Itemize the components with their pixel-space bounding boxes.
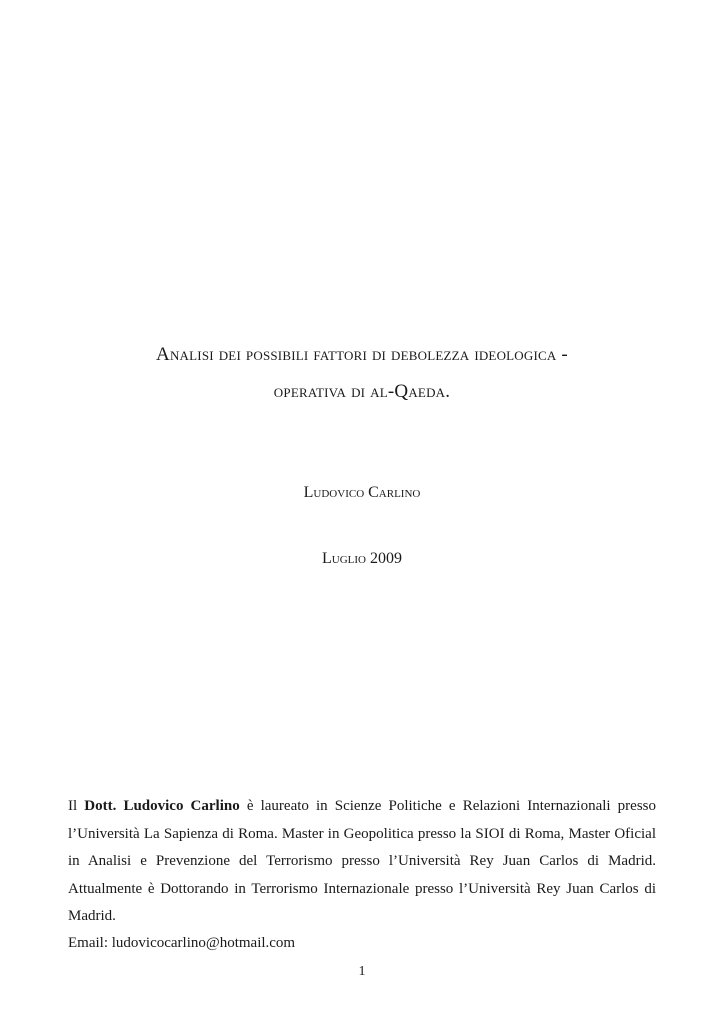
publication-date: Luglio 2009 <box>322 550 402 567</box>
email-address[interactable]: ludovicocarlino@hotmail.com <box>111 935 296 951</box>
author-bio <box>68 793 656 931</box>
bio-text: è laureato in Scienze Politiche e Relazioni Internazionali presso l’Università La Sapienza di Roma. Master in Geopolitica presso la SIOI di Roma, Master Oficial in Analisi e Prevenzione del Terrorismo presso l’Università Rey Juan Carlos di Madrid. Attualmente è Dottorando in Terrorismo Internazionale presso l’Università Rey Juan Carlos di Madrid. <box>68 798 656 925</box>
title-line-1: Analisi dei possibili fattori di debolezza ideologica - <box>156 344 568 365</box>
author-name: Ludovico Carlino <box>303 484 421 501</box>
email-line <box>68 931 295 955</box>
email-label: Email: <box>68 935 112 951</box>
page-number: 1 <box>358 964 366 979</box>
bio-prefix: Il <box>68 798 85 814</box>
title-line-2: operativa di al-Qaeda. <box>273 381 451 402</box>
document-title <box>0 336 724 410</box>
bio-paragraph <box>68 793 656 931</box>
bio-author-name: Dott. Ludovico Carlino <box>84 798 240 814</box>
